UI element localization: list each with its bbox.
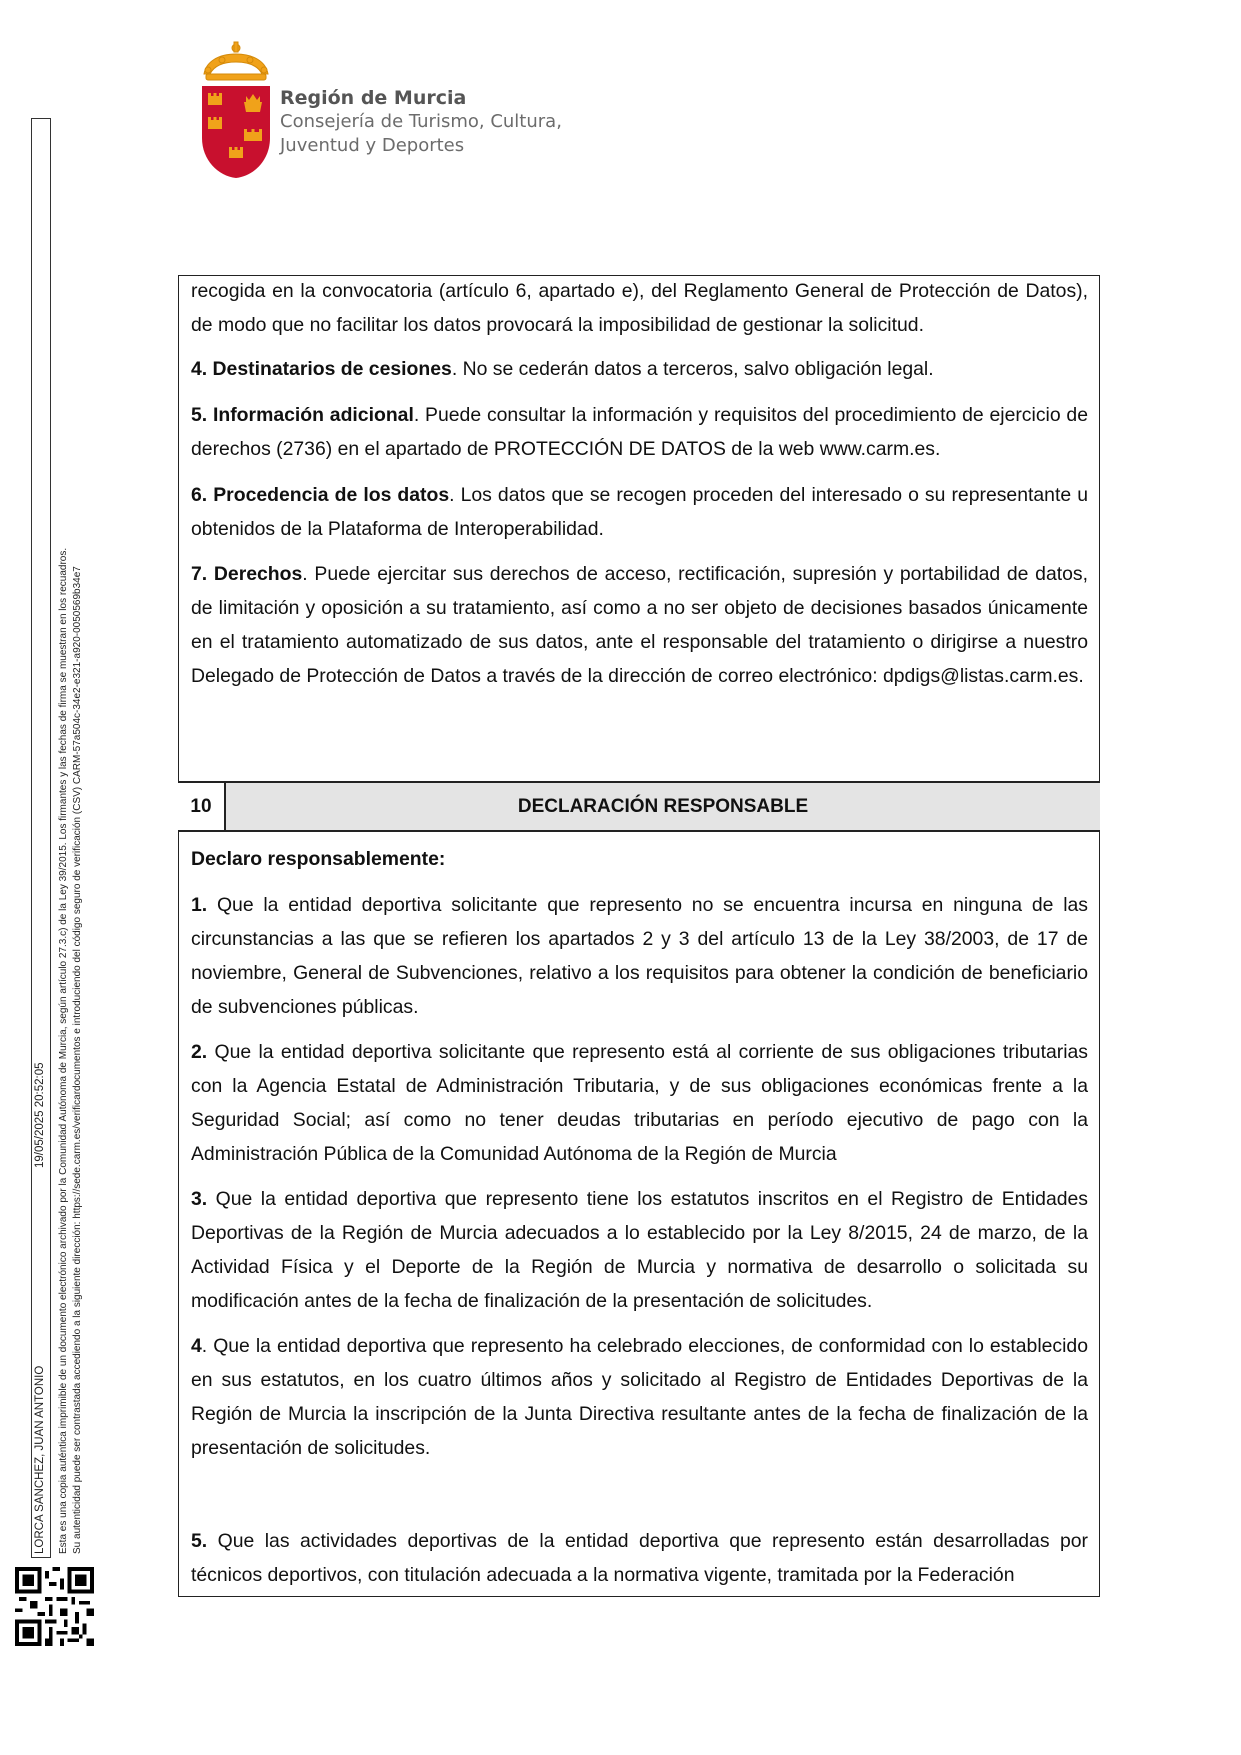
department-line-1: Consejería de Turismo, Cultura, — [280, 111, 562, 132]
intro-text: recogida en la convocatoria (artículo 6, apartado e), del Reglamento General de Protección de Datos), de modo que no facilitar los datos provocará la imposibilidad de gestionar la solicitud. — [191, 280, 1088, 336]
derechos-label: 7. Derechos — [191, 563, 303, 585]
declaration-3 — [191, 1182, 1088, 1318]
paragraph-procedencia — [191, 478, 1088, 546]
paragraph-destinatarios — [191, 352, 1088, 386]
procedencia-text: . Los datos que se recogen proceden del interesado o su representante u obtenidos de la Plataforma de Interoperabilidad. — [191, 484, 1088, 540]
declaration-4 — [191, 1329, 1088, 1465]
derechos-text: . Puede ejercitar sus derechos de acceso, rectificación, supresión y portabilidad de datos, de limitación y oposición a su tratamiento, así como a no ser objeto de decisiones basados únicamente en el tratamiento automatizado de sus datos, ante el responsable del tratamiento o dirigirse a nuestro Delegado de Protección de Datos a través de la dirección de correo electrónico: dpdigs@listas.carm.es. — [191, 563, 1088, 687]
section-number: 10 — [178, 783, 226, 830]
paragraph-informacion-adicional — [191, 398, 1088, 466]
declaration-2-label: 2. — [191, 1041, 208, 1063]
declaration-3-label: 3. — [191, 1188, 208, 1210]
region-murcia-coat-of-arms-logo — [196, 40, 276, 180]
paragraph-intro — [191, 274, 1088, 342]
section-title: DECLARACIÓN RESPONSABLE — [226, 783, 1100, 830]
signer-name: LORCA SANCHEZ, JUAN ANTONIO — [34, 1365, 46, 1554]
signature-box — [31, 118, 51, 1558]
declaration-4-text: . Que la entidad deportiva que represento ha celebrado elecciones, de conformidad con lo establecido en sus estatutos, en los cuatro últimos años y solicitado al Registro de Entidades Deportivas de la Región de Murcia la inscripción de la Junta Directiva resultante antes de la fecha de finalización de la presentación de solicitudes. — [191, 1335, 1088, 1459]
declaration-1-label: 1. — [191, 894, 208, 916]
signature-date: 19/05/2025 20:52:05 — [34, 1062, 46, 1168]
org-name: Región de Murcia — [280, 87, 467, 109]
authenticity-notice: Esta es una copia auténtica imprimible de un documento electrónico archivado por la Comunidad Autónoma de Murcia, según artículo 27.3.c) de la Ley 39/2015. Los firmantes y las fechas de firma se muestran en los recuadros. — [58, 547, 69, 1554]
paragraph-derechos — [191, 557, 1088, 693]
informacion-text: . Puede consultar la información y requisitos del procedimiento de ejercicio de derechos (2736) en el apartado de PROTECCIÓN DE DATOS de la web www.carm.es. — [191, 404, 1088, 460]
organization-header — [280, 86, 562, 158]
declaration-4-label: 4 — [191, 1335, 202, 1357]
declaration-2 — [191, 1035, 1088, 1171]
verification-notice: Su autenticidad puede ser contrastada accediendo a la siguiente dirección: https://sede.carm.es/verificardocumentos e introduciendo del código seguro de verificación (CSV) CARM-57a504c-34e2-e321-a920-0050569b34e7 — [72, 566, 83, 1554]
declaration-intro-text: Declaro responsablemente: — [191, 848, 446, 870]
declaration-intro — [191, 842, 1088, 876]
declaration-1-text: Que la entidad deportiva solicitante que represento no se encuentra incursa en ninguna de las circunstancias a las que se refieren los apartados 2 y 3 del artículo 13 de la Ley 38/2003, de 17 de noviembre, General de Subvenciones, relativo a los requisitos para obtener la condición de beneficiario de subvenciones públicas. — [191, 894, 1088, 1018]
declaration-1 — [191, 888, 1088, 1024]
department-line-2: Juventud y Deportes — [280, 135, 465, 156]
destinatarios-text: . No se cederán datos a terceros, salvo obligación legal. — [451, 358, 934, 380]
declaration-5-text: Que las actividades deportivas de la entidad deportiva que represento están desarrolladas por técnicos deportivos, con titulación adecuada a la normativa vigente, tramitada por la Federación — [191, 1530, 1088, 1586]
declaration-5-label: 5. — [191, 1530, 208, 1552]
declaration-2-text: Que la entidad deportiva solicitante que represento está al corriente de sus obligaciones tributarias con la Agencia Estatal de Administración Tributaria, y de sus obligaciones económicas frente a la Seguridad Social; así como no tener deudas tributarias en período ejecutivo de pago con la Administración Pública de la Comunidad Autónoma de la Región de Murcia — [191, 1041, 1088, 1165]
declaration-5 — [191, 1524, 1088, 1592]
qr-code-icon — [15, 1567, 94, 1646]
procedencia-label: 6. Procedencia de los datos — [191, 484, 450, 506]
declaration-3-text: Que la entidad deportiva que represento tiene los estatutos inscritos en el Registro de Entidades Deportivas de la Región de Murcia adecuados a lo establecido por la Ley 8/2015, 24 de marzo, de la Actividad Física y el Deporte de la Región de Murcia y normativa de desarrollo o solicitada su modificación antes de la fecha de finalización de la presentación de solicitudes. — [191, 1188, 1088, 1312]
section-header — [178, 781, 1100, 832]
destinatarios-label: 4. Destinatarios de cesiones — [191, 358, 452, 380]
informacion-label: 5. Información adicional — [191, 404, 414, 426]
